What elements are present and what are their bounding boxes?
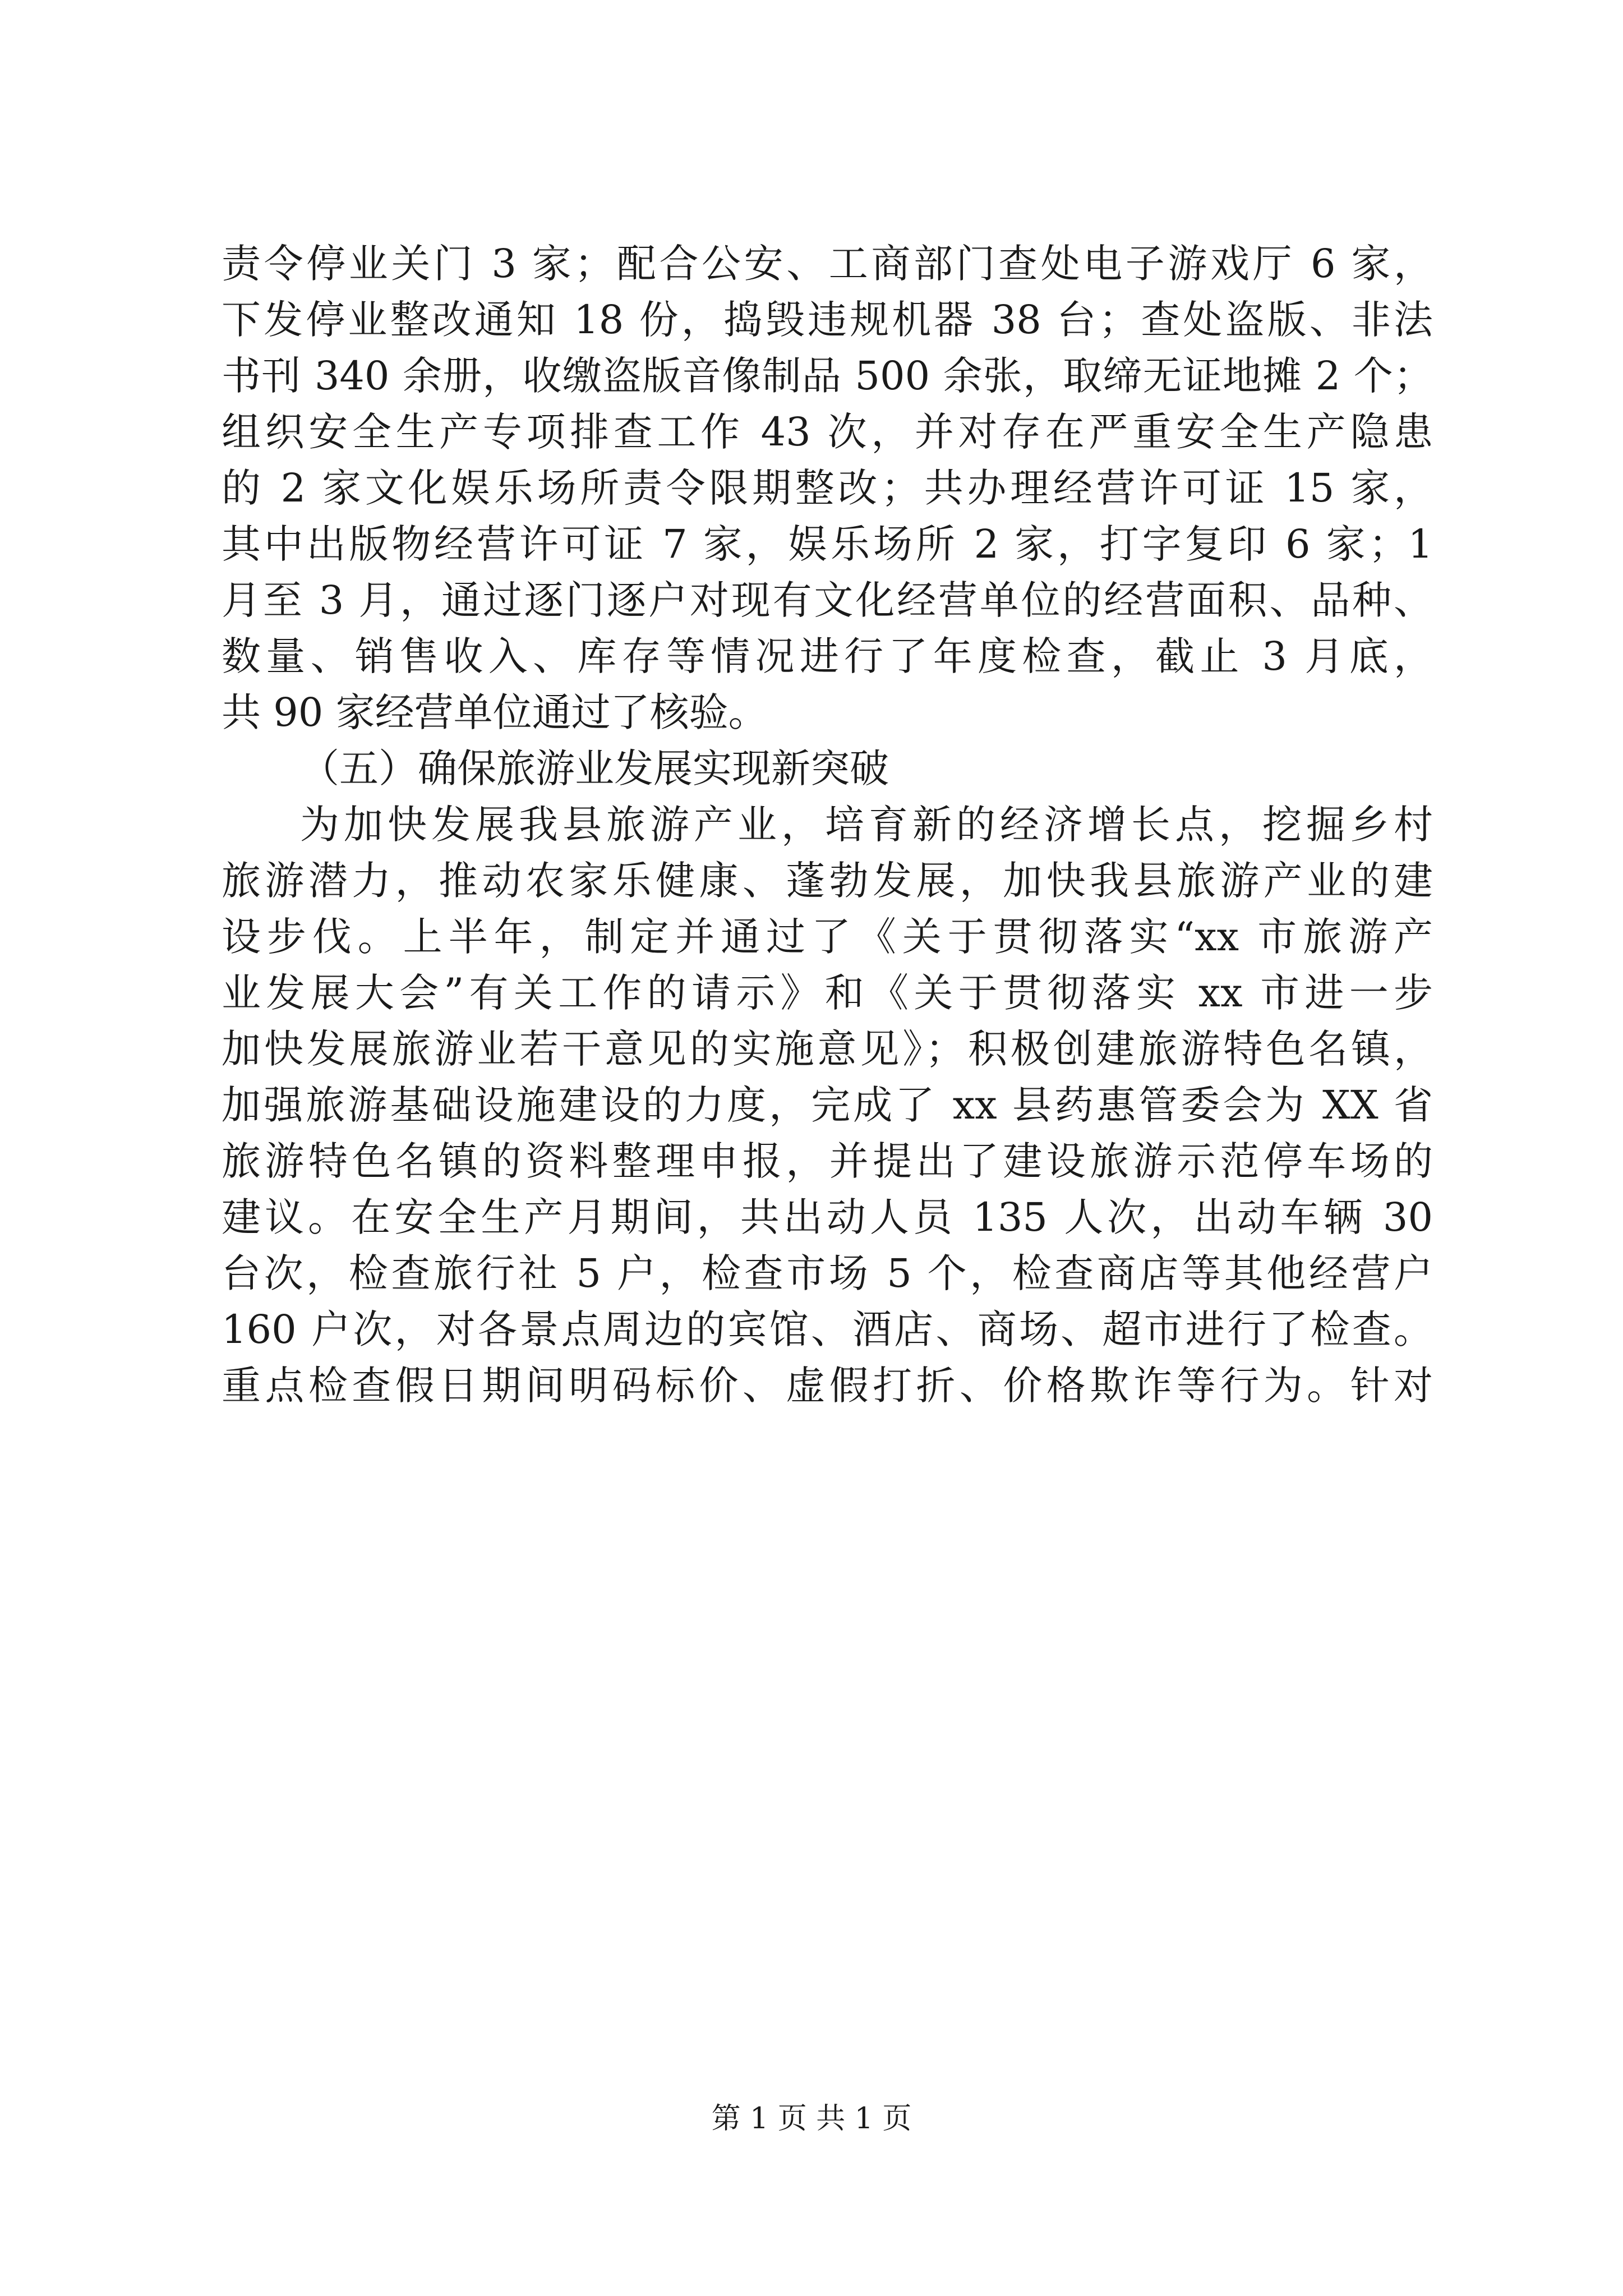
page-number: 第 1 页 共 1 页: [711, 2102, 912, 2136]
text-line: 责令停业关门 3 家；配合公安、工商部门查处电子游戏厅 6 家，: [222, 241, 1433, 287]
text-line: 加强旅游基础设施建设的力度，完成了 xx 县药惠管委会为 XX 省: [222, 1082, 1433, 1128]
text-line: 业发展大会”有关工作的请示》和《关于贯彻落实 xx 市进一步: [222, 970, 1433, 1016]
text-line: 重点检查假日期间明码标价、虚假打折、价格欺诈等行为。针对: [222, 1363, 1433, 1409]
text-line: 设步伐。上半年，制定并通过了《关于贯彻落实“xx 市旅游产: [222, 914, 1433, 960]
text-line: 其中出版物经营许可证 7 家，娱乐场所 2 家，打字复印 6 家；1: [222, 521, 1433, 567]
page-footer: [0, 2099, 1623, 2138]
text-line: 书刊 340 余册，收缴盗版音像制品 500 余张，取缔无证地摊 2 个；: [222, 353, 1433, 399]
text-line: 建议。在安全生产月期间，共出动人员 135 人次，出动车辆 30: [222, 1194, 1433, 1240]
text-line: 160 户次，对各景点周边的宾馆、酒店、商场、超市进行了检查。: [222, 1306, 1433, 1352]
text-line: 组织安全生产专项排查工作 43 次，并对存在严重安全生产隐患: [222, 409, 1433, 455]
text-line: 月至 3 月，通过逐门逐户对现有文化经营单位的经营面积、品种、: [222, 577, 1433, 623]
text-line: 的 2 家文化娱乐场所责令限期整改；共办理经营许可证 15 家，: [222, 465, 1433, 511]
text-line: 下发停业整改通知 18 份，捣毁违规机器 38 台；查处盗版、非法: [222, 297, 1433, 343]
text-line: 数量、销售收入、库存等情况进行了年度检查，截止 3 月底，: [222, 633, 1433, 679]
text-line: 旅游潜力，推动农家乐健康、蓬勃发展，加快我县旅游产业的建: [222, 858, 1433, 904]
text-line: 加快发展旅游业若干意见的实施意见》；积极创建旅游特色名镇，: [222, 1026, 1433, 1072]
text-line: 共 90 家经营单位通过了核验。: [222, 689, 768, 735]
text-line: 旅游特色名镇的资料整理申报，并提出了建设旅游示范停车场的: [222, 1138, 1433, 1184]
text-line: 台次，检查旅行社 5 户，检查市场 5 个，检查商店等其他经营户: [222, 1250, 1433, 1296]
text-line: 为加快发展我县旅游产业，培育新的经济增长点，挖掘乡村: [300, 802, 1433, 848]
section-heading: （五）确保旅游业发展实现新突破: [300, 746, 889, 792]
